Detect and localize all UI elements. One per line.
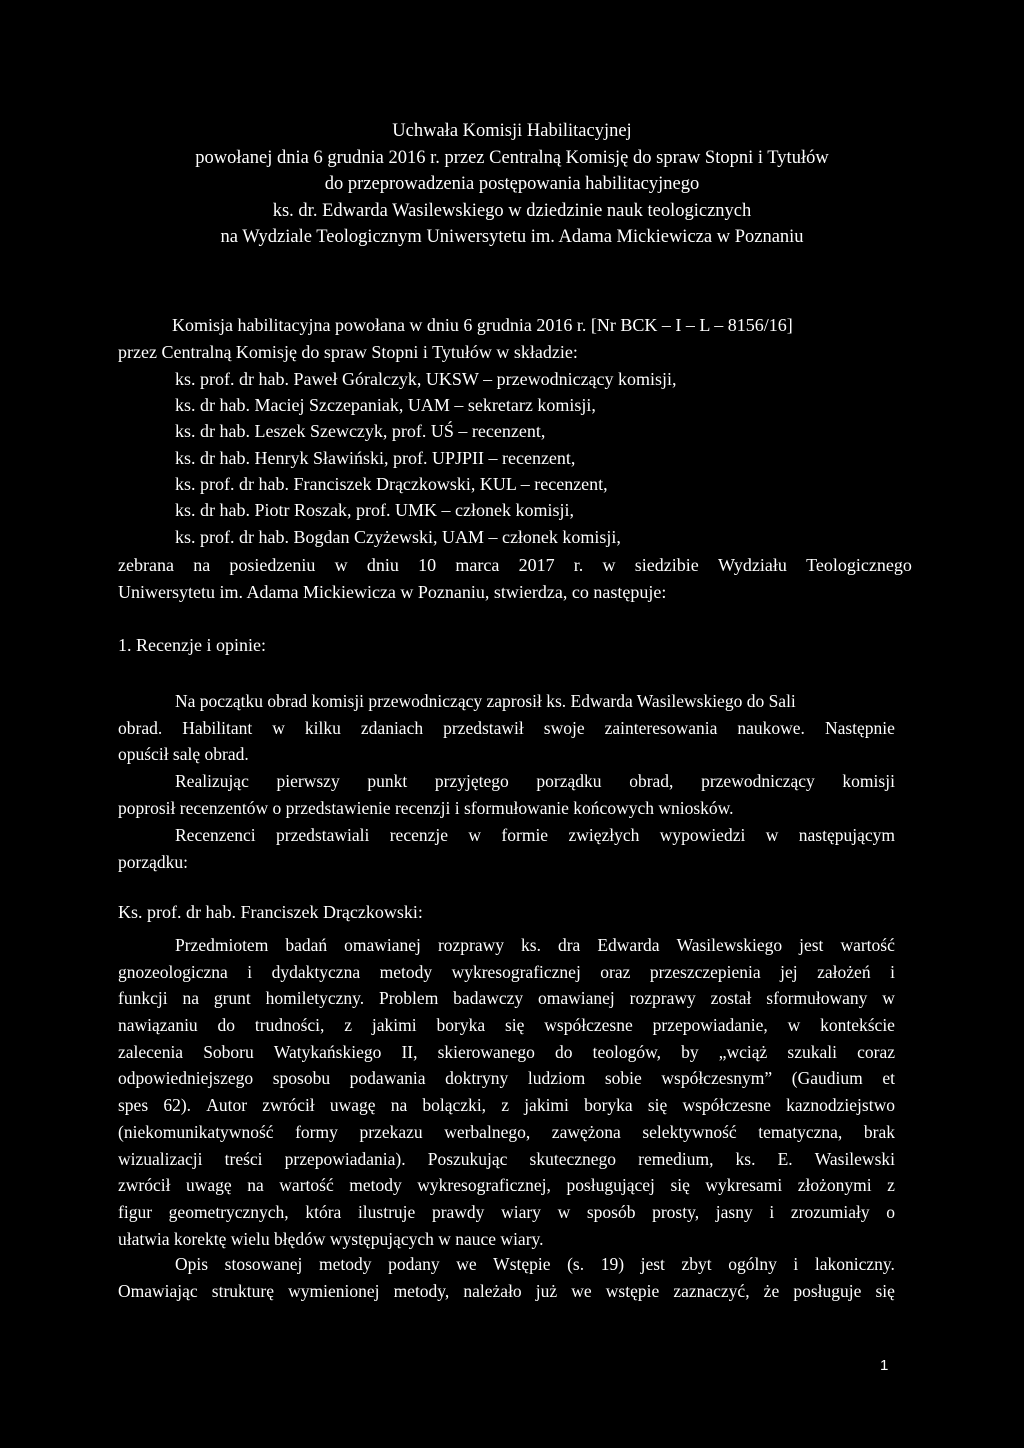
member-item: ks. dr hab. Henryk Sławiński, prof. UPJPII – recenzent, [175,448,576,468]
paragraph [118,768,895,821]
paragraph-line: Przedmiotem badań omawianej rozprawy ks. dra Edwarda Wasilewskiego jest wartość [175,935,895,955]
review-paragraph [118,1251,895,1304]
resolution-header [0,118,1024,251]
header-title: Uchwała Komisji Habilitacyjnej [392,121,632,141]
paragraph-line: Recenzenci przedstawiali recenzje w formie zwięzłych wypowiedzi w następującym [175,825,895,845]
paragraph-line: funkcji na grunt homiletyczny. Problem badawczy omawianej rozprawy został sformułowany w [118,988,895,1009]
member-item: ks. dr hab. Leszek Szewczyk, prof. UŚ – recenzent, [175,421,546,441]
paragraph-line: wizualizacji treści przepowiadania). Poszukując skutecznego remedium, ks. E. Wasilewski [118,1148,895,1169]
paragraph-line: obrad. Habilitant w kilku zdaniach przedstawił swoje zainteresowania naukowe. Następnie [118,717,895,738]
paragraph-line: figur geometrycznych, która ilustruje prawdy wiary w sposób prosty, jasny i zrozumiały o [118,1201,895,1222]
paragraph-line: zwrócił uwagę na wartość metody wykresograficznej, posługującej się wykresami złożonymi z [118,1175,895,1196]
member-item: ks. dr hab. Piotr Roszak, prof. UMK – członek komisji, [175,500,574,520]
member-item: ks. prof. dr hab. Paweł Góralczyk, UKSW – przewodniczący komisji, [175,369,677,389]
paragraph-line: opuścił salę obrad. [118,744,249,765]
commission-intro-line: przez Centralną Komisję do spraw Stopni i Tytułów w składzie: [118,342,578,362]
paragraph-line: poprosił recenzentów o przedstawienie recenzji i sformułowanie końcowych wniosków. [118,797,734,818]
member-item: ks. prof. dr hab. Bogdan Czyżewski, UAM – członek komisji, [175,527,621,547]
member-item: ks. dr hab. Maciej Szczepaniak, UAM – sekretarz komisji, [175,395,596,415]
paragraph-line: zalecenia Soboru Watykańskiego II, skierowanego do teologów, by „wciąż szukali coraz [118,1041,895,1062]
paragraph-line: (niekomunikatywność formy przekazu werbalnego, zawężona selektywność tematyczna, brak [118,1121,895,1142]
header-line: ks. dr. Edwarda Wasilewskiego w dziedzinie nauk teologicznych [272,200,752,221]
paragraph-line: ułatwia korektę wielu błędów występujących w nauce wiary. [118,1228,544,1249]
header-line: powołanej dnia 6 grudnia 2016 r. przez Centralną Komisję do spraw Stopni i Tytułów [195,147,829,168]
paragraph-line: gnozeologiczna i dydaktyczna metody wykresograficznej oraz przeszczepienia jej założeń i [118,961,895,982]
paragraph-line: Na początku obrad komisji przewodniczący zaprosił ks. Edwarda Wasilewskiego do Sali [175,691,796,711]
review-paragraph [118,932,895,1252]
member-item: ks. prof. dr hab. Franciszek Drączkowski, KUL – recenzent, [175,474,608,494]
header-line: do przeprowadzenia postępowania habilitacyjnego [324,174,700,195]
meeting-line: Uniwersytetu im. Adama Mickiewicza w Poznaniu, stwierdza, co następuje: [118,582,667,602]
paragraph [118,822,895,875]
paragraph-line: spes 62). Autor zwrócił uwagę na bolączki, z jakimi boryka się współczesne kaznodziejstwo [118,1095,895,1116]
paragraph-line: Omawiając strukturę wymienionej metody, należało już we wstępie zaznaczyć, że posługuje się [118,1280,895,1301]
section-heading: 1. Recenzje i opinie: [118,635,266,655]
paragraph-line: nawiązaniu do trudności, z jakimi boryka się współczesne przepowiadanie, w kontekście [118,1015,895,1036]
commission-intro-line: Komisja habilitacyjna powołana w dniu 6 grudnia 2016 r. [Nr BCK – I – L – 8156/16] [172,315,793,335]
paragraph [118,688,895,768]
paragraph-line: Realizując pierwszy punkt przyjętego porządku obrad, przewodniczący komisji [175,771,895,791]
header-line: na Wydziale Teologicznym Uniwersytetu im. Adama Mickiewicza w Poznaniu [220,227,804,248]
paragraph-line: porządku: [118,851,188,872]
reviewer-name: Ks. prof. dr hab. Franciszek Drączkowski: [118,902,423,922]
meeting-line: zebrana na posiedzeniu w dniu 10 marca 2017 r. w siedzibie Wydziału Teologicznego [118,555,912,575]
page-number: 1 [880,1357,889,1374]
paragraph-line: odpowiedniejszego sposobu podawania doktryny ludziom sobie współczesnym” (Gaudium et [118,1068,895,1089]
paragraph-line: Opis stosowanej metody podany we Wstępie (s. 19) jest zbyt ogólny i lakoniczny. [175,1254,895,1274]
